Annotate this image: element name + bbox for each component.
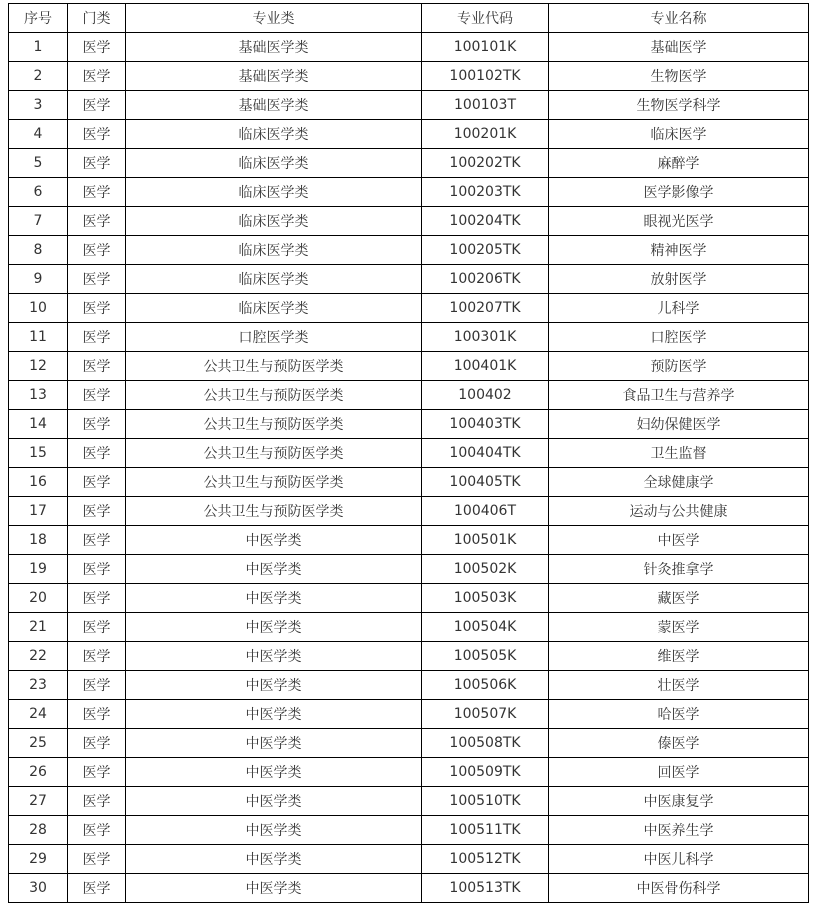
major-class-cell: 中医学类: [126, 613, 422, 642]
row-index: 3: [9, 91, 68, 120]
row-index: 25: [9, 729, 68, 758]
table-row: [9, 584, 809, 613]
major-class-cell: 基础医学类: [126, 33, 422, 62]
major-class-cell: 公共卫生与预防医学类: [126, 381, 422, 410]
major-name-cell: 精神医学: [549, 236, 809, 265]
category-cell: 医学: [68, 33, 126, 62]
row-index: 13: [9, 381, 68, 410]
category-cell: 医学: [68, 236, 126, 265]
major-class-cell: 基础医学类: [126, 91, 422, 120]
row-index: 9: [9, 265, 68, 294]
major-class-cell: 中医学类: [126, 642, 422, 671]
row-index: 20: [9, 584, 68, 613]
row-index: 12: [9, 352, 68, 381]
category-cell: 医学: [68, 642, 126, 671]
major-code-cell: 100509TK: [422, 758, 549, 787]
major-name-cell: 中医康复学: [549, 787, 809, 816]
category-cell: 医学: [68, 62, 126, 91]
category-cell: 医学: [68, 439, 126, 468]
category-cell: 医学: [68, 265, 126, 294]
table-row: [9, 787, 809, 816]
major-code-cell: 100508TK: [422, 729, 549, 758]
major-class-cell: 口腔医学类: [126, 323, 422, 352]
category-cell: 医学: [68, 787, 126, 816]
category-cell: 医学: [68, 526, 126, 555]
category-cell: 医学: [68, 323, 126, 352]
header-col-category: 门类: [68, 4, 126, 33]
major-code-cell: 100403TK: [422, 410, 549, 439]
table-row: [9, 439, 809, 468]
major-class-cell: 公共卫生与预防医学类: [126, 410, 422, 439]
major-code-cell: 100207TK: [422, 294, 549, 323]
category-cell: 医学: [68, 91, 126, 120]
major-code-cell: 100201K: [422, 120, 549, 149]
category-cell: 医学: [68, 178, 126, 207]
category-cell: 医学: [68, 410, 126, 439]
major-name-cell: 回医学: [549, 758, 809, 787]
major-class-cell: 中医学类: [126, 816, 422, 845]
major-name-cell: 蒙医学: [549, 613, 809, 642]
major-class-cell: 临床医学类: [126, 120, 422, 149]
table-row: [9, 33, 809, 62]
table-row: [9, 613, 809, 642]
major-class-cell: 中医学类: [126, 874, 422, 903]
major-name-cell: 口腔医学: [549, 323, 809, 352]
header-row: [9, 4, 809, 33]
row-index: 8: [9, 236, 68, 265]
major-name-cell: 中医儿科学: [549, 845, 809, 874]
major-name-cell: 眼视光医学: [549, 207, 809, 236]
major-code-cell: 100512TK: [422, 845, 549, 874]
row-index: 7: [9, 207, 68, 236]
major-code-cell: 100206TK: [422, 265, 549, 294]
major-name-cell: 中医骨伤科学: [549, 874, 809, 903]
major-name-cell: 预防医学: [549, 352, 809, 381]
table-row: [9, 526, 809, 555]
major-code-cell: 100404TK: [422, 439, 549, 468]
table-row: [9, 845, 809, 874]
header-col-major-code: 专业代码: [422, 4, 549, 33]
row-index: 6: [9, 178, 68, 207]
row-index: 1: [9, 33, 68, 62]
major-class-cell: 公共卫生与预防医学类: [126, 439, 422, 468]
major-code-cell: 100502K: [422, 555, 549, 584]
major-code-cell: 100101K: [422, 33, 549, 62]
major-code-cell: 100506K: [422, 671, 549, 700]
major-code-cell: 100513TK: [422, 874, 549, 903]
major-name-cell: 儿科学: [549, 294, 809, 323]
major-class-cell: 临床医学类: [126, 207, 422, 236]
major-class-cell: 临床医学类: [126, 294, 422, 323]
category-cell: 医学: [68, 729, 126, 758]
major-code-cell: 100203TK: [422, 178, 549, 207]
row-index: 22: [9, 642, 68, 671]
major-name-cell: 妇幼保健医学: [549, 410, 809, 439]
row-index: 11: [9, 323, 68, 352]
row-index: 2: [9, 62, 68, 91]
category-cell: 医学: [68, 584, 126, 613]
row-index: 19: [9, 555, 68, 584]
table-row: [9, 294, 809, 323]
table-row: [9, 120, 809, 149]
category-cell: 医学: [68, 816, 126, 845]
major-name-cell: 壮医学: [549, 671, 809, 700]
major-class-cell: 公共卫生与预防医学类: [126, 468, 422, 497]
major-code-cell: 100205TK: [422, 236, 549, 265]
header-col-major-name: 专业名称: [549, 4, 809, 33]
major-code-cell: 100504K: [422, 613, 549, 642]
row-index: 18: [9, 526, 68, 555]
table-row: [9, 410, 809, 439]
row-index: 15: [9, 439, 68, 468]
table-row: [9, 178, 809, 207]
major-code-cell: 100406T: [422, 497, 549, 526]
major-class-cell: 公共卫生与预防医学类: [126, 497, 422, 526]
major-name-cell: 运动与公共健康: [549, 497, 809, 526]
category-cell: 医学: [68, 497, 126, 526]
major-class-cell: 中医学类: [126, 845, 422, 874]
table-row: [9, 381, 809, 410]
table-row: [9, 236, 809, 265]
major-name-cell: 卫生监督: [549, 439, 809, 468]
major-name-cell: 医学影像学: [549, 178, 809, 207]
major-class-cell: 临床医学类: [126, 178, 422, 207]
row-index: 26: [9, 758, 68, 787]
row-index: 5: [9, 149, 68, 178]
table-row: [9, 874, 809, 903]
major-code-cell: 100402: [422, 381, 549, 410]
major-name-cell: 食品卫生与营养学: [549, 381, 809, 410]
major-code-cell: 100507K: [422, 700, 549, 729]
table-row: [9, 352, 809, 381]
table-row: [9, 323, 809, 352]
major-class-cell: 中医学类: [126, 526, 422, 555]
header-col-major-class: 专业类: [126, 4, 422, 33]
table-row: [9, 468, 809, 497]
major-name-cell: 放射医学: [549, 265, 809, 294]
row-index: 16: [9, 468, 68, 497]
row-index: 14: [9, 410, 68, 439]
major-class-cell: 临床医学类: [126, 265, 422, 294]
major-class-cell: 中医学类: [126, 787, 422, 816]
category-cell: 医学: [68, 381, 126, 410]
major-name-cell: 全球健康学: [549, 468, 809, 497]
category-cell: 医学: [68, 120, 126, 149]
major-code-cell: 100202TK: [422, 149, 549, 178]
major-code-cell: 100510TK: [422, 787, 549, 816]
category-cell: 医学: [68, 613, 126, 642]
major-name-cell: 基础医学: [549, 33, 809, 62]
table-container: [8, 3, 809, 903]
major-class-cell: 公共卫生与预防医学类: [126, 352, 422, 381]
major-name-cell: 哈医学: [549, 700, 809, 729]
category-cell: 医学: [68, 845, 126, 874]
table-row: [9, 642, 809, 671]
row-index: 27: [9, 787, 68, 816]
major-code-cell: 100503K: [422, 584, 549, 613]
major-name-cell: 中医学: [549, 526, 809, 555]
row-index: 28: [9, 816, 68, 845]
major-class-cell: 临床医学类: [126, 236, 422, 265]
category-cell: 医学: [68, 555, 126, 584]
table-row: [9, 149, 809, 178]
table-row: [9, 671, 809, 700]
major-class-cell: 中医学类: [126, 584, 422, 613]
table-row: [9, 816, 809, 845]
majors-table: [8, 3, 809, 903]
category-cell: 医学: [68, 671, 126, 700]
major-code-cell: 100505K: [422, 642, 549, 671]
header-col-index: 序号: [9, 4, 68, 33]
category-cell: 医学: [68, 207, 126, 236]
category-cell: 医学: [68, 700, 126, 729]
row-index: 23: [9, 671, 68, 700]
table-row: [9, 497, 809, 526]
major-code-cell: 100102TK: [422, 62, 549, 91]
category-cell: 医学: [68, 149, 126, 178]
category-cell: 医学: [68, 874, 126, 903]
major-name-cell: 针灸推拿学: [549, 555, 809, 584]
major-name-cell: 生物医学: [549, 62, 809, 91]
table-row: [9, 555, 809, 584]
major-code-cell: 100401K: [422, 352, 549, 381]
category-cell: 医学: [68, 758, 126, 787]
table-row: [9, 265, 809, 294]
table-header: [9, 4, 809, 33]
major-class-cell: 临床医学类: [126, 149, 422, 178]
table-body: [9, 33, 809, 903]
major-name-cell: 生物医学科学: [549, 91, 809, 120]
major-name-cell: 麻醉学: [549, 149, 809, 178]
major-code-cell: 100103T: [422, 91, 549, 120]
major-name-cell: 临床医学: [549, 120, 809, 149]
major-class-cell: 中医学类: [126, 729, 422, 758]
row-index: 29: [9, 845, 68, 874]
table-row: [9, 729, 809, 758]
major-code-cell: 100405TK: [422, 468, 549, 497]
major-code-cell: 100301K: [422, 323, 549, 352]
row-index: 21: [9, 613, 68, 642]
row-index: 24: [9, 700, 68, 729]
major-class-cell: 基础医学类: [126, 62, 422, 91]
category-cell: 医学: [68, 294, 126, 323]
row-index: 17: [9, 497, 68, 526]
major-code-cell: 100511TK: [422, 816, 549, 845]
major-class-cell: 中医学类: [126, 758, 422, 787]
table-row: [9, 91, 809, 120]
major-class-cell: 中医学类: [126, 700, 422, 729]
major-code-cell: 100204TK: [422, 207, 549, 236]
major-name-cell: 维医学: [549, 642, 809, 671]
category-cell: 医学: [68, 352, 126, 381]
table-row: [9, 62, 809, 91]
major-class-cell: 中医学类: [126, 555, 422, 584]
row-index: 10: [9, 294, 68, 323]
major-name-cell: 中医养生学: [549, 816, 809, 845]
major-name-cell: 藏医学: [549, 584, 809, 613]
row-index: 30: [9, 874, 68, 903]
table-row: [9, 207, 809, 236]
major-name-cell: 傣医学: [549, 729, 809, 758]
category-cell: 医学: [68, 468, 126, 497]
table-row: [9, 700, 809, 729]
major-class-cell: 中医学类: [126, 671, 422, 700]
major-code-cell: 100501K: [422, 526, 549, 555]
table-row: [9, 758, 809, 787]
row-index: 4: [9, 120, 68, 149]
